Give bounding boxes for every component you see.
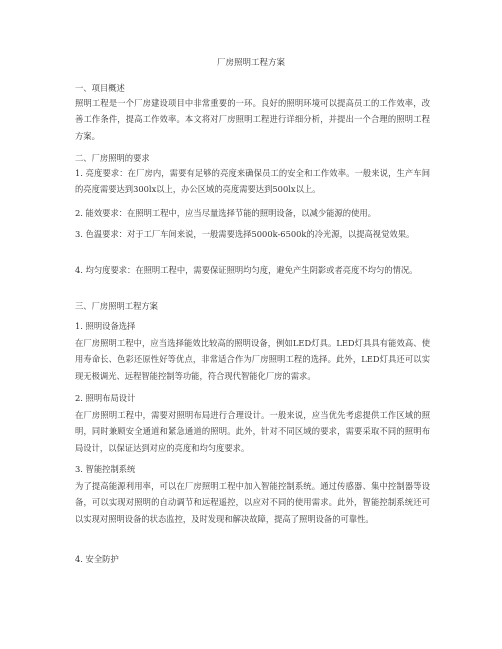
section-heading-requirements: 二、厂房照明的要求 xyxy=(75,153,150,163)
paragraph-efficiency: 2. 能效要求：在照明工程中，应当尽量选择节能的照明设备，以减少能源的使用。 xyxy=(75,208,376,218)
paragraph-overview: 照明工程是一个厂房建设项目中非常重要的一环。良好的照明环境可以提高员工的工作效率，改善工作条件，提高工作效率。本文将对厂房照明工程进行详细分析，并提出一个合理的照明工程方案。 xyxy=(75,98,430,141)
subheading-equipment: 1. 照明设备选择 xyxy=(75,321,136,331)
subheading-safety: 4. 安全防护 xyxy=(75,554,119,564)
paragraph-smart-control: 为了提高能源利用率，可以在厂房照明工程中加入智能控制系统。通过传感器、集中控制器等设备，可以实现对照明的自动调节和远程遥控，以应对不同的使用需求。此外，智能控制系统还可以实现对照明设备的状态监控，及时发现和解决故障，提高了照明设备的可靠性。 xyxy=(75,481,430,524)
paragraph-equipment: 在厂房照明工程中，应当选择能效比较高的照明设备，例如LED灯具。LED灯具具有能效高、使用寿命长、色彩还原性好等优点，非常适合作为厂房照明工程的选择。此外，LED灯具还可以实现无极调光、远程智能控制等功能，符合现代智能化厂房的需求。 xyxy=(75,338,430,381)
paragraph-layout: 在厂房照明工程中，需要对照明布局进行合理设计。一般来说，应当优先考虑提供工作区域的照明，同时兼顾安全通道和紧急通道的照明。此外，针对不同区域的要求，需要采取不同的照明布局设计，以保证达到对应的亮度和均匀度要求。 xyxy=(75,410,430,453)
subheading-smart-control: 3. 智能控制系统 xyxy=(75,464,136,474)
paragraph-brightness: 1. 亮度要求：在厂房内，需要有足够的亮度来确保员工的安全和工作效率。一般来说，生产车间的亮度需要达到300lx以上，办公区域的亮度需要达到500lx以上。 xyxy=(75,168,430,195)
paragraph-uniformity: 4. 均匀度要求：在照明工程中，需要保证照明均匀度，避免产生阴影或者亮度不均匀的情况。 xyxy=(75,265,418,275)
section-heading-plan: 三、厂房照明工程方案 xyxy=(75,301,158,311)
section-heading-overview: 一、项目概述 xyxy=(75,83,125,93)
document-title: 厂房照明工程方案 xyxy=(216,58,285,68)
subheading-layout: 2. 照明布局设计 xyxy=(75,393,136,403)
paragraph-color-temperature: 3. 色温要求：对于工厂车间来说，一般需要选择5000k-6500k的冷光源，以提高视觉效果。 xyxy=(75,229,415,239)
